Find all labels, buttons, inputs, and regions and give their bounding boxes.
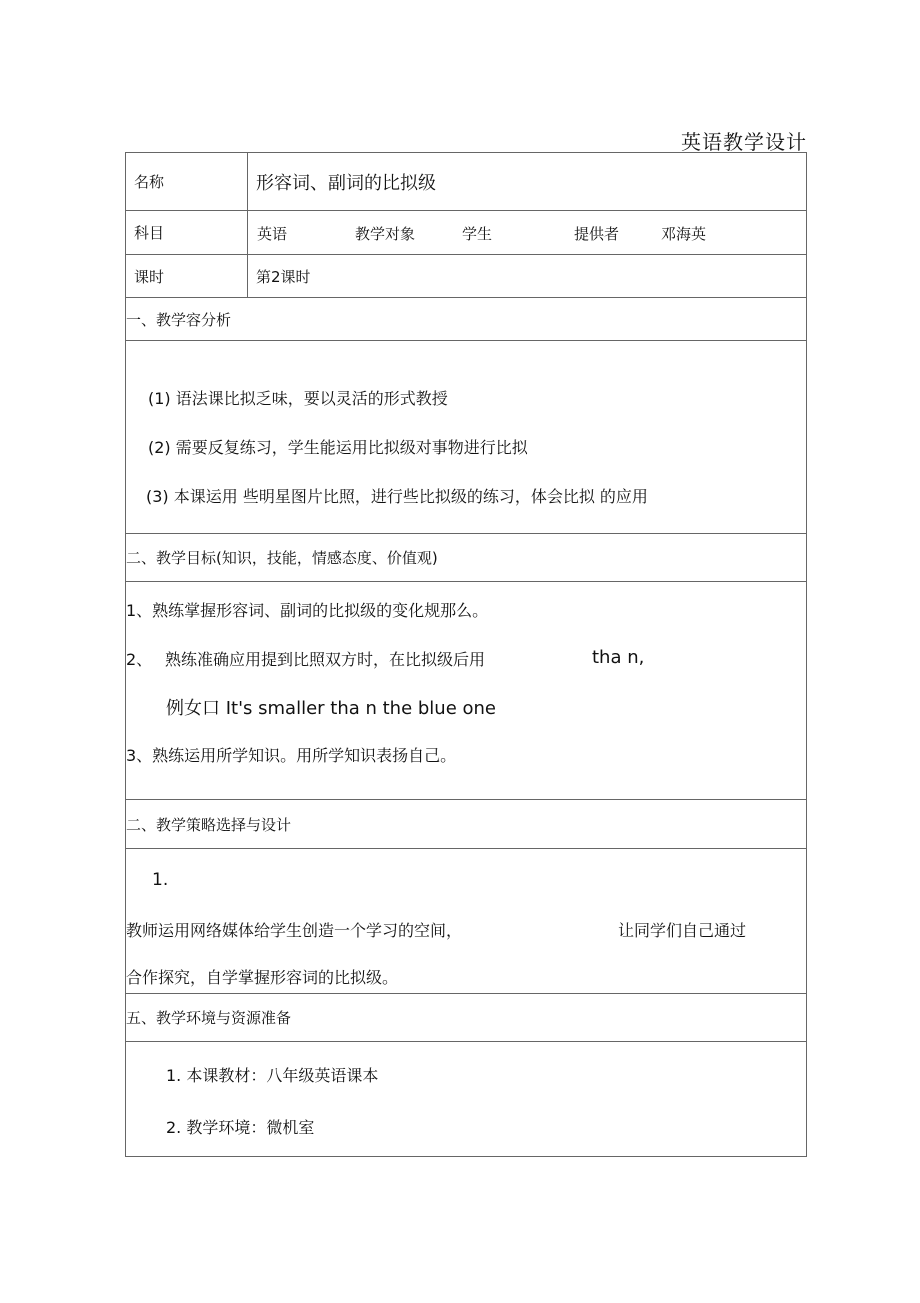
strategy-line-2: 合作探究，自学掌握形容词的比拟级。: [126, 968, 399, 987]
subject-label: 科目: [126, 211, 248, 254]
strategy-body: [126, 848, 806, 993]
goals-item-2-text: 熟练准确应用提到比照双方时，在比拟级后用: [165, 650, 486, 669]
strategy-heading: 二、教学策略选择与设计: [126, 799, 806, 848]
environment-heading: 五、教学环境与资源准备: [126, 993, 806, 1041]
document-title: 英语教学设计: [681, 130, 807, 154]
analysis-body: [126, 340, 806, 533]
name-row: [126, 153, 806, 210]
strategy-line-1a: 教师运用网络媒体给学生创造一个学习的空间，: [126, 921, 463, 940]
environment-item-1: 1. 本课教材：八年级英语课本: [166, 1066, 379, 1085]
name-label: 名称: [126, 153, 248, 210]
analysis-item-3: (3) 本课运用 些明星图片比照，进行些比拟级的练习，体会比拟 的应用: [146, 487, 648, 506]
lesson-plan-table: [125, 152, 807, 1157]
goals-item-2-word: tha n,: [592, 647, 645, 668]
analysis-heading: 一、教学容分析: [126, 297, 806, 340]
strategy-line-1b: 让同学们自己通过: [618, 921, 747, 940]
goals-item-2-prefix: 2、: [126, 650, 153, 669]
subject-cell: [248, 211, 806, 254]
environment-body: [126, 1041, 806, 1156]
audience-value: 学生: [462, 225, 493, 243]
goals-item-3: 3、熟练运用所学知识。用所学知识表扬自己。: [126, 746, 457, 765]
provider-label: 提供者: [574, 225, 620, 243]
goals-body: [126, 581, 806, 799]
audience-label: 教学对象: [355, 225, 416, 243]
name-value: 形容词、副词的比拟级: [256, 172, 436, 194]
goals-item-1: 1、熟练掌握形容词、副词的比拟级的变化规那么。: [126, 601, 489, 620]
provider-value: 邓海英: [661, 225, 707, 243]
environment-item-2: 2. 教学环境：微机室: [166, 1118, 315, 1137]
analysis-item-2: (2) 需要反复练习，学生能运用比拟级对事物进行比拟: [148, 438, 528, 457]
period-row: [126, 254, 806, 297]
strategy-number: 1.: [152, 870, 169, 890]
goals-item-2-example: 例女口 It's smaller tha n the blue one: [166, 698, 497, 719]
subject-value: 英语: [257, 225, 288, 243]
subject-row: [126, 210, 806, 254]
analysis-item-1: (1) 语法课比拟乏味，要以灵活的形式教授: [148, 389, 448, 408]
period-label: 课时: [126, 255, 248, 297]
goals-heading: 二、教学目标(知识，技能，情感态度、价值观): [126, 533, 806, 581]
period-value: 第2课时: [256, 267, 311, 286]
